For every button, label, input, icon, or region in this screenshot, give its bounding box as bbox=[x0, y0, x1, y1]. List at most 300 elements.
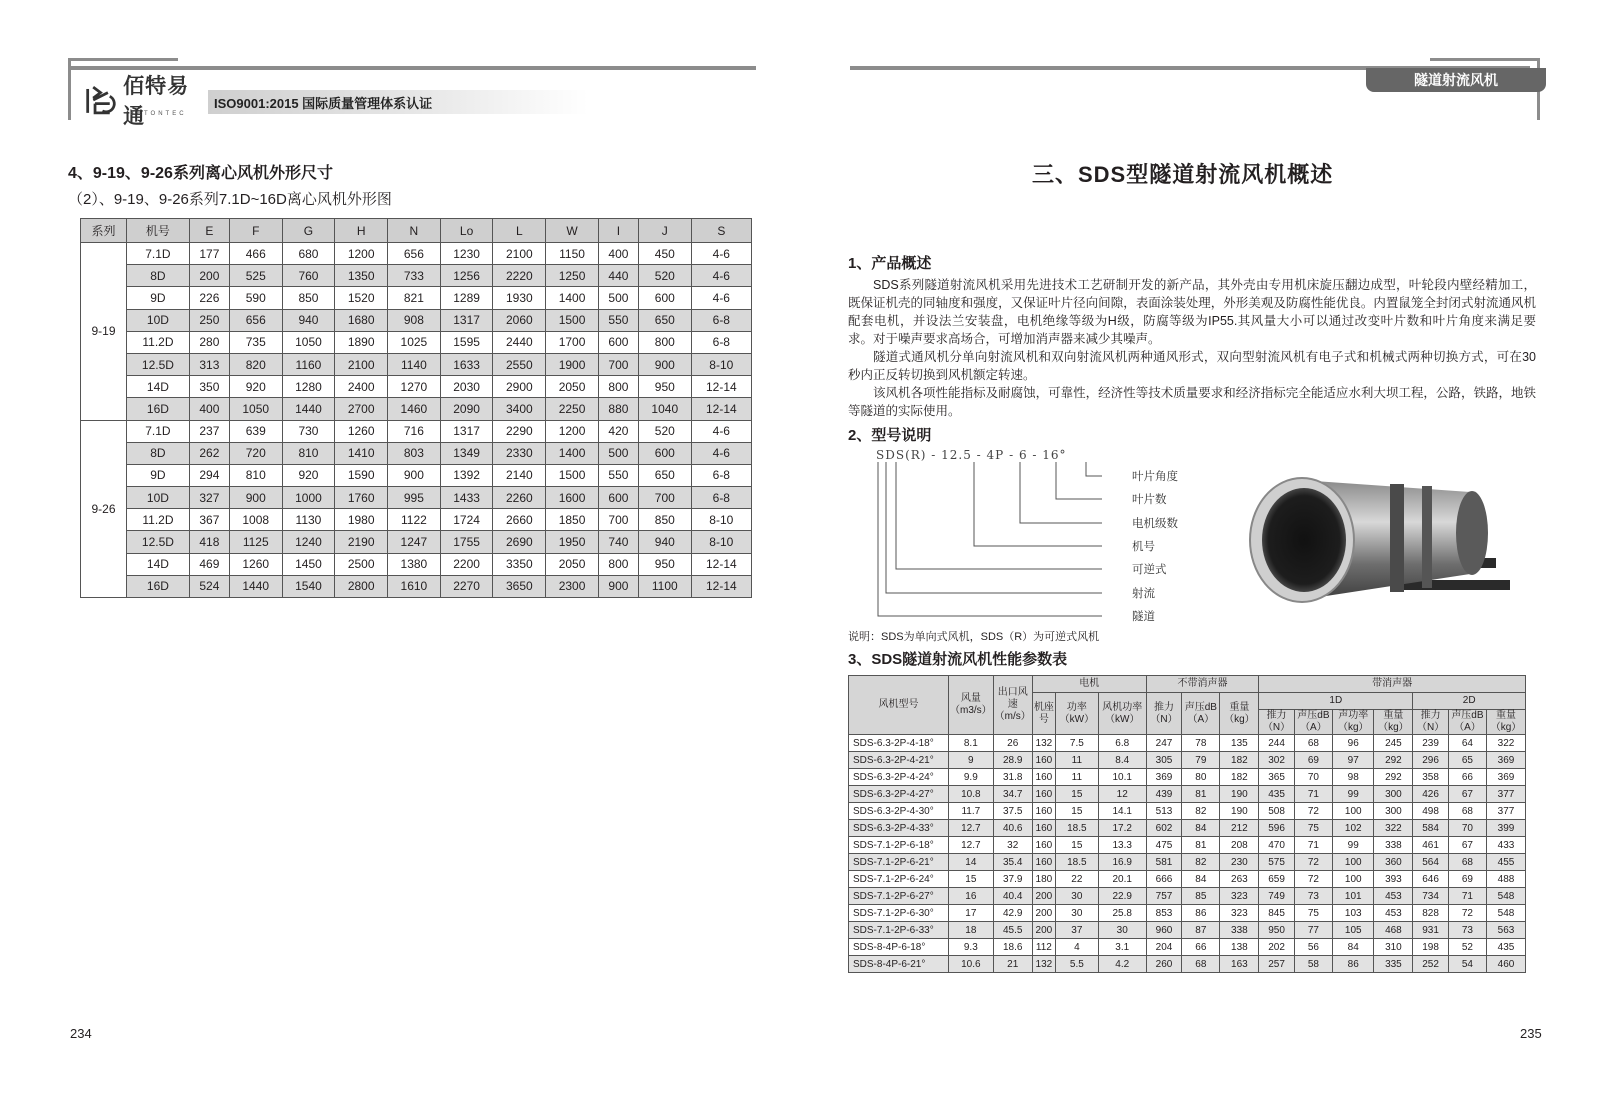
dim-cell: 2330 bbox=[493, 442, 546, 464]
dim-col-header: 系列 bbox=[81, 219, 127, 243]
model-code-diagram bbox=[870, 456, 1140, 626]
th-fan-power: 风机功率（kW） bbox=[1098, 693, 1146, 735]
perf-cell: 84 bbox=[1333, 939, 1374, 956]
dim-cell: 940 bbox=[282, 309, 335, 331]
perf-cell: 335 bbox=[1374, 956, 1413, 973]
dim-cell: 420 bbox=[598, 420, 638, 442]
perf-cell: 84 bbox=[1182, 820, 1220, 837]
dim-cell: 1930 bbox=[493, 287, 546, 309]
perf-cell: 12.7 bbox=[949, 837, 994, 854]
perf-model-cell: SDS-6.3-2P-4-27° bbox=[849, 786, 949, 803]
perf-cell: 160 bbox=[1032, 752, 1055, 769]
dim-cell: 520 bbox=[638, 420, 691, 442]
perf-model-cell: SDS-8-4P-6-18° bbox=[849, 939, 949, 956]
perf-cell: 9.9 bbox=[949, 769, 994, 786]
dim-col-header: I bbox=[598, 219, 638, 243]
label-machine-no: 机号 bbox=[1132, 539, 1155, 553]
perf-cell: 845 bbox=[1259, 905, 1295, 922]
perf-cell: 160 bbox=[1032, 769, 1055, 786]
dim-cell: 4-6 bbox=[691, 265, 751, 287]
dim-cell: 2190 bbox=[335, 531, 388, 553]
perf-model-cell: SDS-7.1-2P-6-30° bbox=[849, 905, 949, 922]
dim-cell: 800 bbox=[638, 331, 691, 353]
perf-cell: 575 bbox=[1259, 854, 1295, 871]
perf-cell: 12.7 bbox=[949, 820, 994, 837]
dim-cell: 1000 bbox=[282, 487, 335, 509]
perf-cell: 103 bbox=[1333, 905, 1374, 922]
dim-cell: 2440 bbox=[493, 331, 546, 353]
jet-fan-illustration bbox=[1240, 470, 1540, 620]
perf-cell: 52 bbox=[1448, 939, 1486, 956]
dim-cell: 650 bbox=[638, 464, 691, 486]
dim-cell: 1350 bbox=[335, 265, 388, 287]
perf-cell: 40.4 bbox=[993, 888, 1032, 905]
dim-cell: 1724 bbox=[440, 509, 493, 531]
dim-cell: 600 bbox=[598, 331, 638, 353]
dim-table-row bbox=[81, 309, 752, 331]
perf-cell: 135 bbox=[1220, 735, 1259, 752]
dim-table-row bbox=[81, 376, 752, 398]
dim-cell: 14D bbox=[127, 553, 190, 575]
perf-cell: 72 bbox=[1294, 854, 1332, 871]
label-blade-count: 叶片数 bbox=[1132, 492, 1167, 506]
perf-cell: 98 bbox=[1333, 769, 1374, 786]
dim-cell: 12-14 bbox=[691, 376, 751, 398]
dim-col-header: F bbox=[229, 219, 282, 243]
perf-cell: 65 bbox=[1448, 752, 1486, 769]
dim-cell: 6-8 bbox=[691, 309, 751, 331]
perf-cell: 85 bbox=[1182, 888, 1220, 905]
perf-cell: 15 bbox=[1055, 837, 1098, 854]
perf-cell: 950 bbox=[1259, 922, 1295, 939]
perf-table-row bbox=[849, 871, 1526, 888]
th-2d-weight: 重量（kg） bbox=[1487, 710, 1526, 735]
perf-model-cell: SDS-6.3-2P-4-21° bbox=[849, 752, 949, 769]
perf-cell: 82 bbox=[1182, 854, 1220, 871]
dim-cell: 1600 bbox=[546, 487, 599, 509]
perf-cell: 37 bbox=[1055, 922, 1098, 939]
perf-cell: 828 bbox=[1413, 905, 1449, 922]
dim-cell: 1289 bbox=[440, 287, 493, 309]
dim-cell: 16D bbox=[127, 398, 190, 420]
dim-cell: 1260 bbox=[229, 553, 282, 575]
dim-cell: 8D bbox=[127, 442, 190, 464]
dim-cell: 8-10 bbox=[691, 509, 751, 531]
perf-cell: 369 bbox=[1487, 769, 1526, 786]
dim-cell: 656 bbox=[388, 243, 441, 265]
perf-cell: 548 bbox=[1487, 888, 1526, 905]
perf-cell: 100 bbox=[1333, 854, 1374, 871]
perf-model-cell: SDS-7.1-2P-6-21° bbox=[849, 854, 949, 871]
dim-cell: 1100 bbox=[638, 575, 691, 597]
dim-cell: 9D bbox=[127, 464, 190, 486]
perf-cell: 453 bbox=[1374, 905, 1413, 922]
dim-cell: 2690 bbox=[493, 531, 546, 553]
dim-cell: 1595 bbox=[440, 331, 493, 353]
dim-cell: 656 bbox=[229, 309, 282, 331]
overview-paragraph-2: 隧道式通风机分单向射流风机和双向射流风机两种通风形式，双向型射流风机有电子式和机械式两种切换方式，可在30秒内正反转切换到风机额定转速。 bbox=[848, 350, 1536, 382]
perf-cell: 73 bbox=[1294, 888, 1332, 905]
dim-cell: 550 bbox=[598, 309, 638, 331]
dim-cell: 900 bbox=[638, 353, 691, 375]
perf-cell: 488 bbox=[1487, 871, 1526, 888]
perf-cell: 72 bbox=[1294, 871, 1332, 888]
dim-cell: 600 bbox=[598, 487, 638, 509]
leader-reversible bbox=[896, 462, 1102, 569]
dim-cell: 2300 bbox=[546, 575, 599, 597]
dim-cell: 760 bbox=[282, 265, 335, 287]
perf-cell: 263 bbox=[1220, 871, 1259, 888]
dim-cell: 1460 bbox=[388, 398, 441, 420]
dim-cell: 950 bbox=[638, 553, 691, 575]
dim-cell: 2550 bbox=[493, 353, 546, 375]
dim-cell: 900 bbox=[229, 487, 282, 509]
dim-cell: 1450 bbox=[282, 553, 335, 575]
dim-cell: 2900 bbox=[493, 376, 546, 398]
dim-cell: 1250 bbox=[546, 265, 599, 287]
dim-cell: 3650 bbox=[493, 575, 546, 597]
perf-table-row bbox=[849, 956, 1526, 973]
perf-cell: 86 bbox=[1182, 905, 1220, 922]
dim-cell: 700 bbox=[638, 487, 691, 509]
perf-cell: 87 bbox=[1182, 922, 1220, 939]
perf-cell: 8.4 bbox=[1098, 752, 1146, 769]
perf-cell: 160 bbox=[1032, 854, 1055, 871]
dim-cell: 1280 bbox=[282, 376, 335, 398]
perf-cell: 132 bbox=[1032, 735, 1055, 752]
perf-cell: 426 bbox=[1413, 786, 1449, 803]
dim-cell: 1900 bbox=[546, 353, 599, 375]
perf-cell: 292 bbox=[1374, 752, 1413, 769]
perf-cell: 100 bbox=[1333, 803, 1374, 820]
dim-cell: 1680 bbox=[335, 309, 388, 331]
dim-cell: 226 bbox=[189, 287, 229, 309]
perf-cell: 160 bbox=[1032, 837, 1055, 854]
dim-cell: 14D bbox=[127, 376, 190, 398]
perf-cell: 68 bbox=[1294, 735, 1332, 752]
dim-cell: 920 bbox=[229, 376, 282, 398]
dim-table-row bbox=[81, 442, 752, 464]
dim-col-header: 机号 bbox=[127, 219, 190, 243]
perf-cell: 563 bbox=[1487, 922, 1526, 939]
perf-cell: 68 bbox=[1182, 956, 1220, 973]
perf-cell: 32 bbox=[993, 837, 1032, 854]
dim-cell: 1633 bbox=[440, 353, 493, 375]
dim-table-row bbox=[81, 398, 752, 420]
perf-cell: 11 bbox=[1055, 769, 1098, 786]
dim-cell: 900 bbox=[388, 464, 441, 486]
perf-cell: 71 bbox=[1448, 888, 1486, 905]
perf-cell: 3.1 bbox=[1098, 939, 1146, 956]
dim-cell: 1130 bbox=[282, 509, 335, 531]
dim-cell: 2250 bbox=[546, 398, 599, 420]
perf-cell: 17.2 bbox=[1098, 820, 1146, 837]
dim-cell: 1140 bbox=[388, 353, 441, 375]
perf-cell: 198 bbox=[1413, 939, 1449, 956]
label-motor-poles: 电机级数 bbox=[1132, 516, 1178, 530]
perf-cell: 338 bbox=[1220, 922, 1259, 939]
dim-cell: 2290 bbox=[493, 420, 546, 442]
perf-cell: 40.6 bbox=[993, 820, 1032, 837]
dim-cell: 8-10 bbox=[691, 353, 751, 375]
dim-cell: 1317 bbox=[440, 309, 493, 331]
dim-cell: 850 bbox=[638, 509, 691, 531]
perf-cell: 163 bbox=[1220, 956, 1259, 973]
dim-cell: 400 bbox=[598, 243, 638, 265]
perf-cell: 16.9 bbox=[1098, 854, 1146, 871]
dim-cell: 520 bbox=[638, 265, 691, 287]
overview-paragraph-1: SDS系列隧道射流风机采用先进技术工艺研制开发的新产品，其外壳由专用机床旋压翻边成型，叶轮段内壁经精加工，既保证机壳的同轴度和强度，又保证叶片径向间隙，表面涂装处理，外形美观及防腐性能优良。内置鼠笼全封闭式射流通风机配套电机，并设法兰安装盘，电机绝缘等级为H级，防腐等级为IP55.其风量大小可以通过改变叶片数和叶片角度来满足要求。对于噪声要求高场合，可增加消声器来减少其噪声。 bbox=[848, 278, 1536, 346]
overview-paragraph-3: 该风机各项性能指标及耐腐蚀，可靠性，经济性等技术质量要求和经济指标完全能适应水利大坝工程，公路，铁路，地铁等隧道的实际使用。 bbox=[848, 386, 1536, 418]
page-number-right: 235 bbox=[1520, 1026, 1542, 1041]
dim-cell: 4-6 bbox=[691, 287, 751, 309]
perf-cell: 4.2 bbox=[1098, 956, 1146, 973]
perf-cell: 257 bbox=[1259, 956, 1295, 973]
perf-cell: 302 bbox=[1259, 752, 1295, 769]
th-1d-weight: 重量（kg） bbox=[1374, 710, 1413, 735]
logo-text: 佰特易通 bbox=[123, 75, 190, 128]
dim-cell: 600 bbox=[638, 287, 691, 309]
dim-cell: 2500 bbox=[335, 553, 388, 575]
header-rule-right-short bbox=[1430, 58, 1540, 61]
dim-cell: 2050 bbox=[546, 376, 599, 398]
dim-table-row bbox=[81, 331, 752, 353]
dim-cell: 2200 bbox=[440, 553, 493, 575]
perf-cell: 73 bbox=[1448, 922, 1486, 939]
dim-cell: 2030 bbox=[440, 376, 493, 398]
perf-model-cell: SDS-6.3-2P-4-33° bbox=[849, 820, 949, 837]
dim-cell: 10D bbox=[127, 487, 190, 509]
th-2d-noise: 声压dB（A） bbox=[1448, 710, 1486, 735]
dim-cell: 4-6 bbox=[691, 420, 751, 442]
section-performance-heading: 3、SDS隧道射流风机性能参数表 bbox=[848, 651, 1068, 668]
dim-col-header: S bbox=[691, 219, 751, 243]
dim-cell: 3350 bbox=[493, 553, 546, 575]
dim-cell: 716 bbox=[388, 420, 441, 442]
perf-cell: 260 bbox=[1146, 956, 1182, 973]
th-noise: 声压dB（A） bbox=[1182, 693, 1220, 735]
perf-cell: 79 bbox=[1182, 752, 1220, 769]
perf-cell: 646 bbox=[1413, 871, 1449, 888]
perf-cell: 659 bbox=[1259, 871, 1295, 888]
leader-blade-count bbox=[1056, 462, 1102, 499]
dim-cell: 2660 bbox=[493, 509, 546, 531]
dim-cell: 1050 bbox=[229, 398, 282, 420]
perf-cell: 960 bbox=[1146, 922, 1182, 939]
dim-cell: 1610 bbox=[388, 575, 441, 597]
perf-cell: 10.6 bbox=[949, 956, 994, 973]
dim-cell: 12.5D bbox=[127, 353, 190, 375]
perf-cell: 513 bbox=[1146, 803, 1182, 820]
dim-col-header: N bbox=[388, 219, 441, 243]
dim-cell: 2090 bbox=[440, 398, 493, 420]
perf-cell: 596 bbox=[1259, 820, 1295, 837]
dim-cell: 350 bbox=[189, 376, 229, 398]
perf-cell: 101 bbox=[1333, 888, 1374, 905]
dim-table-row bbox=[81, 464, 752, 486]
perf-cell: 377 bbox=[1487, 786, 1526, 803]
perf-cell: 102 bbox=[1333, 820, 1374, 837]
perf-model-cell: SDS-7.1-2P-6-33° bbox=[849, 922, 949, 939]
perf-cell: 453 bbox=[1374, 888, 1413, 905]
iso-certification: ISO9001:2015 国际质量管理体系认证 bbox=[214, 96, 433, 111]
dim-cell: 1122 bbox=[388, 509, 441, 531]
perf-cell: 69 bbox=[1448, 871, 1486, 888]
perf-cell: 10.1 bbox=[1098, 769, 1146, 786]
perf-cell: 14 bbox=[949, 854, 994, 871]
dim-cell: 1890 bbox=[335, 331, 388, 353]
perf-cell: 9 bbox=[949, 752, 994, 769]
dim-cell: 16D bbox=[127, 575, 190, 597]
dim-cell: 1200 bbox=[546, 420, 599, 442]
dim-cell: 262 bbox=[189, 442, 229, 464]
dim-cell: 820 bbox=[229, 353, 282, 375]
perf-cell: 323 bbox=[1220, 888, 1259, 905]
perf-cell: 72 bbox=[1294, 803, 1332, 820]
perf-cell: 548 bbox=[1487, 905, 1526, 922]
dim-cell: 720 bbox=[229, 442, 282, 464]
dim-cell: 200 bbox=[189, 265, 229, 287]
perf-table-row bbox=[849, 888, 1526, 905]
brand-logo bbox=[84, 75, 204, 128]
dim-cell: 177 bbox=[189, 243, 229, 265]
perf-cell: 100 bbox=[1333, 871, 1374, 888]
perf-cell: 244 bbox=[1259, 735, 1295, 752]
perf-cell: 365 bbox=[1259, 769, 1295, 786]
dim-cell: 12-14 bbox=[691, 398, 751, 420]
perf-cell: 13.3 bbox=[1098, 837, 1146, 854]
dim-cell: 995 bbox=[388, 487, 441, 509]
perf-table-row bbox=[849, 837, 1526, 854]
dim-table-row bbox=[81, 287, 752, 309]
dim-cell: 950 bbox=[638, 376, 691, 398]
perf-cell: 70 bbox=[1448, 820, 1486, 837]
dim-series-cell: 9-26 bbox=[81, 420, 127, 598]
perf-cell: 931 bbox=[1413, 922, 1449, 939]
dim-cell: 8-10 bbox=[691, 531, 751, 553]
dim-cell: 1270 bbox=[388, 376, 441, 398]
perf-cell: 369 bbox=[1487, 752, 1526, 769]
dim-cell: 1760 bbox=[335, 487, 388, 509]
th-2d: 2D bbox=[1413, 693, 1526, 710]
chapter-tab: 隧道射流风机 bbox=[1366, 68, 1546, 92]
perf-cell: 200 bbox=[1032, 922, 1055, 939]
perf-cell: 34.7 bbox=[993, 786, 1032, 803]
dim-cell: 650 bbox=[638, 309, 691, 331]
perf-cell: 64 bbox=[1448, 735, 1486, 752]
perf-table-row bbox=[849, 769, 1526, 786]
dim-cell: 1230 bbox=[440, 243, 493, 265]
perf-cell: 208 bbox=[1220, 837, 1259, 854]
perf-cell: 18 bbox=[949, 922, 994, 939]
dim-cell: 940 bbox=[638, 531, 691, 553]
perf-cell: 310 bbox=[1374, 939, 1413, 956]
dim-cell: 2700 bbox=[335, 398, 388, 420]
perf-cell: 160 bbox=[1032, 820, 1055, 837]
dim-cell: 2100 bbox=[493, 243, 546, 265]
dim-cell: 1200 bbox=[335, 243, 388, 265]
dim-cell: 1256 bbox=[440, 265, 493, 287]
perf-cell: 78 bbox=[1182, 735, 1220, 752]
perf-cell: 77 bbox=[1294, 922, 1332, 939]
dim-cell: 730 bbox=[282, 420, 335, 442]
perf-cell: 435 bbox=[1259, 786, 1295, 803]
dim-cell: 810 bbox=[229, 464, 282, 486]
perf-cell: 25.8 bbox=[1098, 905, 1146, 922]
perf-cell: 99 bbox=[1333, 837, 1374, 854]
th-motor-power: 功率（kW） bbox=[1055, 693, 1098, 735]
perf-cell: 160 bbox=[1032, 786, 1055, 803]
perf-model-cell: SDS-6.3-2P-4-24° bbox=[849, 769, 949, 786]
perf-cell: 470 bbox=[1259, 837, 1295, 854]
perf-cell: 10.8 bbox=[949, 786, 994, 803]
dim-cell: 1392 bbox=[440, 464, 493, 486]
perf-cell: 212 bbox=[1220, 820, 1259, 837]
perf-cell: 247 bbox=[1146, 735, 1182, 752]
dim-cell: 11.2D bbox=[127, 509, 190, 531]
perf-cell: 112 bbox=[1032, 939, 1055, 956]
dim-cell: 880 bbox=[598, 398, 638, 420]
perf-cell: 182 bbox=[1220, 752, 1259, 769]
dim-table-row bbox=[81, 509, 752, 531]
perf-cell: 81 bbox=[1182, 786, 1220, 803]
dim-cell: 2400 bbox=[335, 376, 388, 398]
perf-cell: 15 bbox=[1055, 786, 1098, 803]
dim-cell: 1008 bbox=[229, 509, 282, 531]
dim-cell: 600 bbox=[638, 442, 691, 464]
dim-cell: 700 bbox=[598, 509, 638, 531]
perf-cell: 105 bbox=[1333, 922, 1374, 939]
dim-cell: 1025 bbox=[388, 331, 441, 353]
dim-table-row bbox=[81, 353, 752, 375]
perf-cell: 322 bbox=[1374, 820, 1413, 837]
perf-cell: 757 bbox=[1146, 888, 1182, 905]
model-code: SDS(R) - 12.5 - 4P - 6 - 16° bbox=[876, 448, 1067, 462]
dim-cell: 800 bbox=[598, 376, 638, 398]
dim-col-header: J bbox=[638, 219, 691, 243]
dim-col-header: L bbox=[493, 219, 546, 243]
perf-cell: 393 bbox=[1374, 871, 1413, 888]
dim-cell: 2800 bbox=[335, 575, 388, 597]
dim-cell: 6-8 bbox=[691, 464, 751, 486]
perf-table-row bbox=[849, 854, 1526, 871]
th-thrust: 推力（N） bbox=[1146, 693, 1182, 735]
perf-cell: 239 bbox=[1413, 735, 1449, 752]
right-title: 三、SDS型隧道射流风机概述 bbox=[1032, 162, 1334, 187]
perf-cell: 30 bbox=[1055, 905, 1098, 922]
perf-cell: 360 bbox=[1374, 854, 1413, 871]
dim-cell: 1317 bbox=[440, 420, 493, 442]
perf-cell: 15 bbox=[1055, 803, 1098, 820]
th-1d-noise: 声压dB（A） bbox=[1294, 710, 1332, 735]
perf-cell: 300 bbox=[1374, 803, 1413, 820]
dim-cell: 908 bbox=[388, 309, 441, 331]
th-with-silencer: 带消声器 bbox=[1259, 676, 1526, 693]
perf-cell: 6.8 bbox=[1098, 735, 1146, 752]
perf-cell: 296 bbox=[1413, 752, 1449, 769]
perf-cell: 749 bbox=[1259, 888, 1295, 905]
perf-cell: 17 bbox=[949, 905, 994, 922]
perf-cell: 18.6 bbox=[993, 939, 1032, 956]
dim-cell: 12-14 bbox=[691, 553, 751, 575]
dim-cell: 1125 bbox=[229, 531, 282, 553]
perf-cell: 7.5 bbox=[1055, 735, 1098, 752]
perf-cell: 439 bbox=[1146, 786, 1182, 803]
perf-cell: 35.4 bbox=[993, 854, 1032, 871]
perf-cell: 4 bbox=[1055, 939, 1098, 956]
dim-cell: 4-6 bbox=[691, 243, 751, 265]
dim-cell: 2140 bbox=[493, 464, 546, 486]
